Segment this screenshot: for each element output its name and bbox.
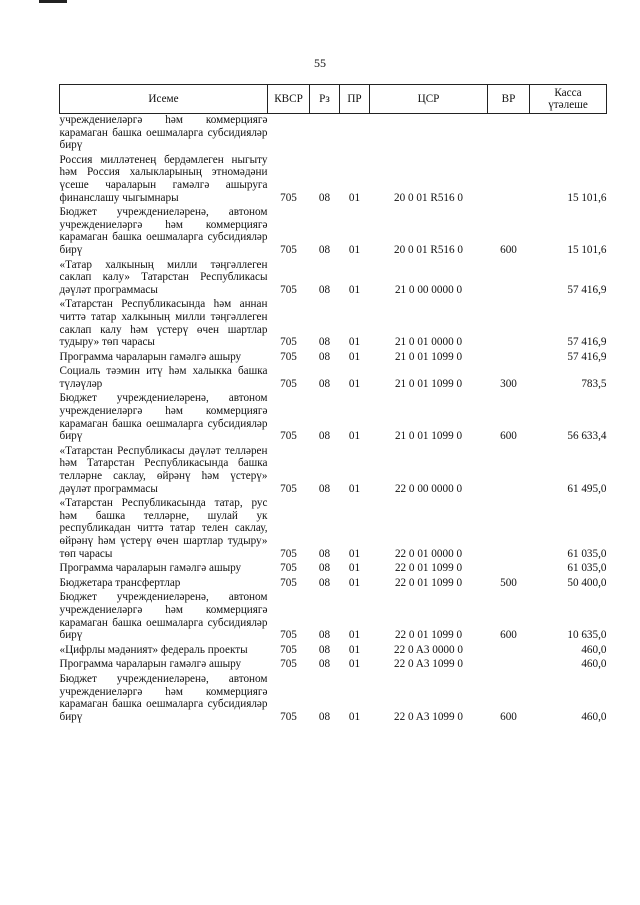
row-pr: 01 [348, 283, 361, 296]
row-rz: 08 [318, 430, 331, 443]
header-kassa [530, 85, 607, 114]
row-rz: 08 [318, 658, 331, 671]
row-csr: 21 0 00 0000 0 [394, 283, 463, 296]
row-rz: 08 [318, 482, 331, 495]
row-vr: 300 [500, 377, 517, 390]
row-kvsr: 705 [280, 710, 297, 723]
row-amount: 460,0 [581, 658, 607, 671]
row-rz: 08 [318, 243, 331, 256]
row-rz: 08 [318, 576, 331, 589]
row-pr [340, 114, 370, 152]
row-name: учреждениеләргә һәм коммерциягә карамаган башка оешмаларга субсидияләр бирү [59, 114, 268, 152]
top-edge-mark [39, 0, 67, 3]
budget-table [59, 84, 607, 723]
header-vr: ВР [488, 85, 530, 114]
row-kvsr: 705 [280, 658, 297, 671]
row-vr: 600 [500, 629, 517, 642]
row-vr: 600 [500, 710, 517, 723]
table-header-row [60, 85, 607, 114]
row-amount: 61 495,0 [567, 482, 607, 495]
row-amount: 460,0 [581, 710, 607, 723]
row-vr [488, 656, 530, 671]
table-row [60, 204, 607, 256]
row-csr: 20 0 01 R516 0 [394, 191, 463, 204]
row-kvsr: 705 [280, 629, 297, 642]
table-row [60, 642, 607, 657]
row-name: Бюджет учреждениеләренә, автоном учреждениеләргә һәм коммерциягә карамаган башка оешмаларга субсидияләр бирү [59, 392, 268, 443]
row-vr [488, 296, 530, 348]
row-amount: 15 101,6 [567, 191, 607, 204]
row-rz: 08 [318, 350, 331, 363]
row-pr: 01 [348, 377, 361, 390]
row-vr [488, 152, 530, 204]
row-amount: 15 101,6 [567, 243, 607, 256]
row-kvsr: 705 [280, 336, 297, 349]
row-pr: 01 [348, 562, 361, 575]
row-name: «Татарстан Республикасы дәүләт телләрен һәм Татарстан Республикасында башка телләрне саклау, өйрәнү һәм үстерү» дәүләт программасы [59, 444, 268, 495]
row-rz: 08 [318, 643, 331, 656]
row-csr: 22 0 01 1099 0 [394, 576, 463, 589]
row-csr: 20 0 01 R516 0 [394, 243, 463, 256]
row-rz: 08 [318, 336, 331, 349]
row-pr: 01 [348, 191, 361, 204]
page-number: 55 [314, 56, 326, 70]
row-csr: 21 0 01 0000 0 [394, 336, 463, 349]
row-name: Программа чараларын гамәлгә ашыру [59, 562, 242, 575]
row-rz: 08 [318, 191, 331, 204]
row-amount: 783,5 [581, 377, 607, 390]
row-rz: 08 [318, 377, 331, 390]
row-pr: 01 [348, 629, 361, 642]
row-kvsr: 705 [280, 643, 297, 656]
table-row [60, 257, 607, 297]
row-pr: 01 [348, 350, 361, 363]
row-pr: 01 [348, 576, 361, 589]
row-kvsr [268, 114, 310, 152]
row-name: «Татарстан Республикасында татар, рус һәм башка телләрне, шулай ук республикадан читтә татар телен саклау, өйрәнү һәм үстерү өчен шартлар тудыру» төп чарасы [59, 497, 268, 560]
row-pr: 01 [348, 336, 361, 349]
row-name: Россия милләтенең бердәмлеген ныгыту һәм Россия халыкларының этномәдәни үсеше чараларын гамәлгә ашыруга финанслашу чыгымнары [59, 153, 268, 204]
row-rz: 08 [318, 547, 331, 560]
row-vr [488, 495, 530, 560]
table-body [60, 114, 607, 724]
row-name: Программа чараларын гамәлгә ашыру [59, 658, 242, 671]
header-kvsr: КВСР [268, 85, 310, 114]
row-amount: 57 416,9 [567, 283, 607, 296]
row-name: Бюджет учреждениеләренә, автоном учреждениеләргә һәм коммерциягә карамаган башка оешмаларга субсидияләр бирү [59, 591, 268, 642]
header-csr: ЦСР [370, 85, 488, 114]
row-name: Социаль тәэмин итү һәм халыкка башка түләүләр [59, 365, 268, 390]
table-row [60, 349, 607, 364]
row-csr: 22 0 01 0000 0 [394, 547, 463, 560]
row-amount: 10 635,0 [567, 629, 607, 642]
row-kvsr: 705 [280, 191, 297, 204]
row-kvsr: 705 [280, 283, 297, 296]
row-pr: 01 [348, 243, 361, 256]
row-name: «Цифрлы мәдәният» федераль проекты [59, 643, 248, 656]
row-vr [488, 257, 530, 297]
row-pr: 01 [348, 482, 361, 495]
table-row [60, 114, 607, 152]
row-amount: 57 416,9 [567, 350, 607, 363]
table-row [60, 671, 607, 723]
row-rz: 08 [318, 629, 331, 642]
table-row [60, 656, 607, 671]
row-rz [310, 114, 340, 152]
row-name: Бюджет учреждениеләренә, автоном учреждениеләргә һәм коммерциягә карамаган башка оешмаларга субсидияләр бирү [59, 672, 268, 723]
row-rz: 08 [318, 283, 331, 296]
row-kvsr: 705 [280, 350, 297, 363]
row-kvsr: 705 [280, 430, 297, 443]
table-row [60, 363, 607, 390]
row-pr: 01 [348, 643, 361, 656]
row-amount: 460,0 [581, 643, 607, 656]
row-amount: 57 416,9 [567, 336, 607, 349]
row-csr: 22 0 01 1099 0 [394, 562, 463, 575]
header-pr: ПР [340, 85, 370, 114]
row-vr [488, 560, 530, 575]
table-row [60, 589, 607, 641]
row-pr: 01 [348, 430, 361, 443]
row-amount: 61 035,0 [567, 547, 607, 560]
row-name: «Татарстан Республикасында һәм аннан читтә татар халкының милли тәңгәллеген саклап калу һәм үстерү өчен шартлар тудыру» төп чарасы [59, 298, 268, 349]
table-row [60, 560, 607, 575]
header-kassa-line2: үтәлеше [548, 99, 588, 111]
row-csr: 22 0 00 0000 0 [394, 482, 463, 495]
row-name: «Татар халкының милли тәңгәллеген саклап калу» Татарстан Республикасы дәүләт программасы [59, 258, 268, 296]
row-rz: 08 [318, 710, 331, 723]
table-row [60, 443, 607, 495]
row-amount: 61 035,0 [567, 562, 607, 575]
header-kassa-line1: Касса [554, 87, 582, 99]
row-vr [488, 642, 530, 657]
table-row [60, 575, 607, 590]
header-name: Исеме [60, 85, 268, 114]
row-csr: 22 0 A3 1099 0 [394, 658, 463, 671]
row-name: Программа чараларын гамәлгә ашыру [59, 350, 242, 363]
row-name: Бюджетара трансфертлар [59, 576, 181, 589]
row-amount [530, 114, 607, 152]
row-amount: 50 400,0 [567, 576, 607, 589]
table-row [60, 495, 607, 560]
row-vr [488, 114, 530, 152]
row-pr: 01 [348, 658, 361, 671]
row-rz: 08 [318, 562, 331, 575]
row-name: Бюджет учреждениеләренә, автоном учреждениеләргә һәм коммерциягә карамаган башка оешмаларга субсидияләр бирү [59, 206, 268, 256]
table-row [60, 296, 607, 348]
table-row [60, 390, 607, 442]
row-csr [370, 114, 488, 152]
row-kvsr: 705 [280, 243, 297, 256]
row-csr: 21 0 01 1099 0 [394, 377, 463, 390]
table-row [60, 152, 607, 204]
row-csr: 22 0 A3 1099 0 [394, 710, 463, 723]
row-vr: 600 [500, 243, 517, 256]
row-kvsr: 705 [280, 576, 297, 589]
row-pr: 01 [348, 710, 361, 723]
row-csr: 21 0 01 1099 0 [394, 350, 463, 363]
row-csr: 22 0 A3 0000 0 [394, 643, 463, 656]
row-kvsr: 705 [280, 562, 297, 575]
row-amount: 56 633,4 [567, 430, 607, 443]
row-kvsr: 705 [280, 547, 297, 560]
row-vr [488, 349, 530, 364]
row-vr [488, 443, 530, 495]
header-rz: Рз [310, 85, 340, 114]
row-pr: 01 [348, 547, 361, 560]
row-kvsr: 705 [280, 377, 297, 390]
row-csr: 21 0 01 1099 0 [394, 430, 463, 443]
row-csr: 22 0 01 1099 0 [394, 629, 463, 642]
row-kvsr: 705 [280, 482, 297, 495]
row-vr: 500 [500, 576, 517, 589]
row-vr: 600 [500, 430, 517, 443]
